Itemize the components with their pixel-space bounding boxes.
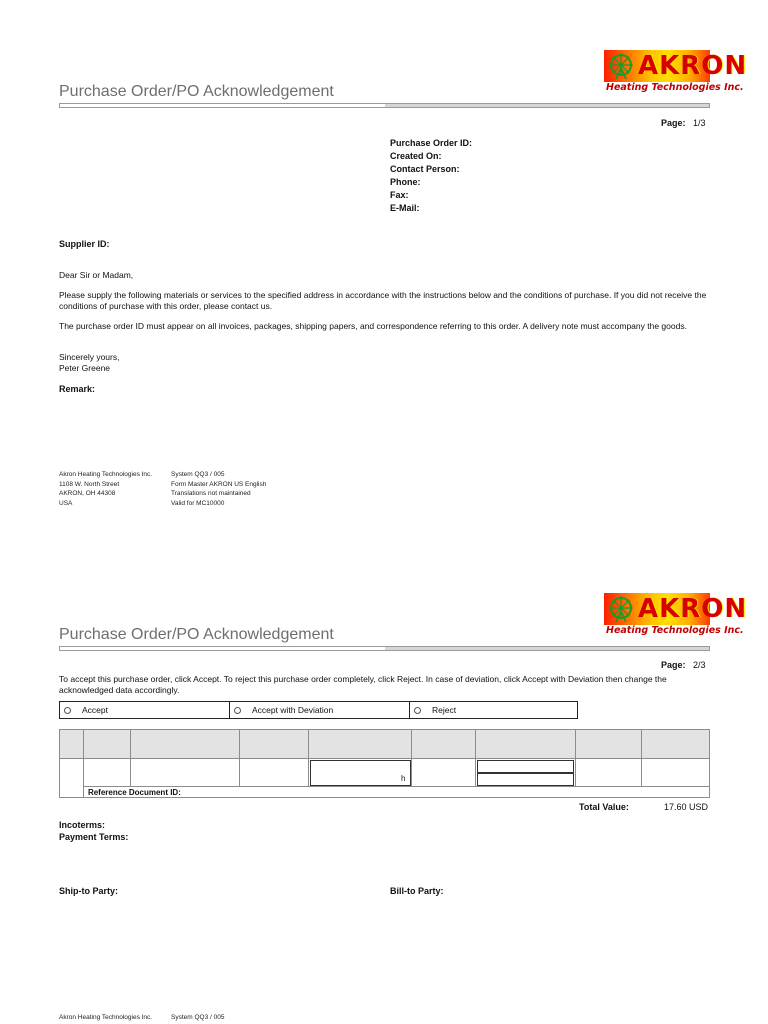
header-cell	[476, 730, 576, 759]
header-cell	[239, 730, 308, 759]
header-cell	[576, 730, 642, 759]
date-input[interactable]	[477, 760, 574, 773]
po-id-label: Purchase Order ID:	[390, 138, 473, 148]
page-label: Page:	[661, 118, 686, 128]
page-indicator	[661, 118, 706, 128]
table-cell	[576, 759, 642, 787]
address-line: USA	[59, 499, 73, 507]
header-cell	[412, 730, 476, 759]
table-cell	[642, 759, 710, 787]
quantity-input[interactable]	[310, 760, 411, 786]
header-cell	[642, 730, 710, 759]
header-cell	[130, 730, 239, 759]
option-accept-with-deviation-label: Accept with Deviation	[252, 705, 334, 715]
page-number: 1/3	[693, 118, 706, 128]
fax-label: Fax:	[390, 190, 409, 200]
address-line: 1108 W. North Street	[59, 480, 120, 488]
unit-hint: h	[400, 774, 406, 783]
radio-reject[interactable]	[414, 707, 421, 714]
line-items-table	[59, 729, 710, 798]
option-accept-label: Accept	[82, 705, 108, 715]
system-footer: System QQ3 / 005	[171, 1014, 225, 1021]
page-title: Purchase Order/PO Acknowledgement	[59, 626, 334, 643]
logo-subtitle: Heating Technologies Inc.	[606, 625, 744, 636]
salutation: Dear Sir or Madam,	[59, 270, 134, 280]
acknowledgement-instructions: To accept this purchase order, click Accept. To reject this purchase order completely, click Reject. In case of deviation, click Accept with Deviation then change the acknowledged data accordingly.	[59, 674, 667, 695]
company-logo	[604, 50, 748, 98]
table-cell	[412, 759, 476, 787]
radio-accept-with-deviation[interactable]	[234, 707, 241, 714]
page-number: 2/3	[693, 660, 706, 670]
option-accept[interactable]	[60, 702, 230, 718]
logo-wordmark: AKRON	[638, 51, 748, 81]
reference-row	[60, 787, 710, 798]
remark-label: Remark:	[59, 384, 96, 394]
system-line: Valid for MC10000	[171, 499, 225, 507]
po-id-notice-paragraph: The purchase order ID must appear on all invoices, packages, shipping papers, and correspondence referring to this order. A delivery note must accompany the goods.	[59, 321, 687, 331]
supplier-id-label: Supplier ID:	[59, 239, 110, 249]
email-label: E-Mail:	[390, 203, 420, 213]
table-cell	[83, 759, 130, 787]
table-cell	[130, 759, 239, 787]
phone-label: Phone:	[390, 177, 421, 187]
system-line: System QQ3 / 005	[171, 471, 225, 478]
option-accept-with-deviation[interactable]	[230, 702, 410, 718]
table-row	[60, 759, 710, 787]
reference-document-label: Reference Document ID:	[87, 787, 181, 797]
date-input-secondary[interactable]	[477, 773, 574, 786]
option-reject-label: Reject	[432, 705, 457, 715]
title-rule	[59, 646, 710, 651]
quantity-cell	[308, 759, 412, 787]
ship-to-party-label: Ship-to Party:	[59, 886, 119, 896]
address-line: Akron Heating Technologies Inc.	[59, 471, 153, 478]
table-cell	[239, 759, 308, 787]
closing: Sincerely yours,	[59, 352, 120, 362]
table-header-row	[60, 730, 710, 759]
contact-person-label: Contact Person:	[390, 164, 460, 174]
header-cell	[308, 730, 412, 759]
page-title: Purchase Order/PO Acknowledgement	[59, 83, 334, 100]
logo-subtitle: Heating Technologies Inc.	[606, 82, 744, 93]
header-cell	[83, 730, 130, 759]
created-on-label: Created On:	[390, 151, 442, 161]
radio-accept[interactable]	[64, 707, 71, 714]
ferris-wheel-icon	[607, 595, 635, 623]
header-cell	[60, 730, 84, 759]
company-address	[59, 470, 152, 508]
option-reject[interactable]	[410, 702, 577, 718]
bill-to-party-label: Bill-to Party:	[390, 886, 444, 896]
title-rule	[59, 103, 710, 108]
page-label: Page:	[661, 660, 686, 670]
payment-terms-label: Payment Terms:	[59, 832, 129, 842]
instructions-paragraph: Please supply the following materials or services to the specified address in accordance with the instructions below and the conditions of purchase. If you did not receive the conditions of purchase with this order, please contact us.	[59, 290, 707, 311]
form-system-info	[171, 470, 266, 508]
ferris-wheel-icon	[607, 52, 635, 80]
table-cell	[60, 759, 84, 798]
page-indicator	[661, 660, 706, 670]
system-line: Translations not maintained	[171, 490, 251, 497]
address-line: AKRON, OH 44308	[59, 490, 116, 497]
company-name-footer: Akron Heating Technologies Inc.	[59, 1014, 153, 1021]
logo-wordmark: AKRON	[638, 594, 748, 624]
company-logo	[604, 593, 748, 641]
total-value-label: Total Value:	[579, 802, 629, 812]
acknowledgement-options	[59, 701, 578, 719]
reference-cell	[83, 787, 709, 798]
signer-name: Peter Greene	[59, 363, 111, 373]
system-line: Form Master AKRON US English	[171, 480, 267, 488]
incoterms-label: Incoterms:	[59, 820, 106, 830]
po-header-fields	[390, 137, 472, 215]
total-value: 17.60 USD	[664, 802, 709, 812]
delivery-date-cell	[476, 759, 576, 787]
